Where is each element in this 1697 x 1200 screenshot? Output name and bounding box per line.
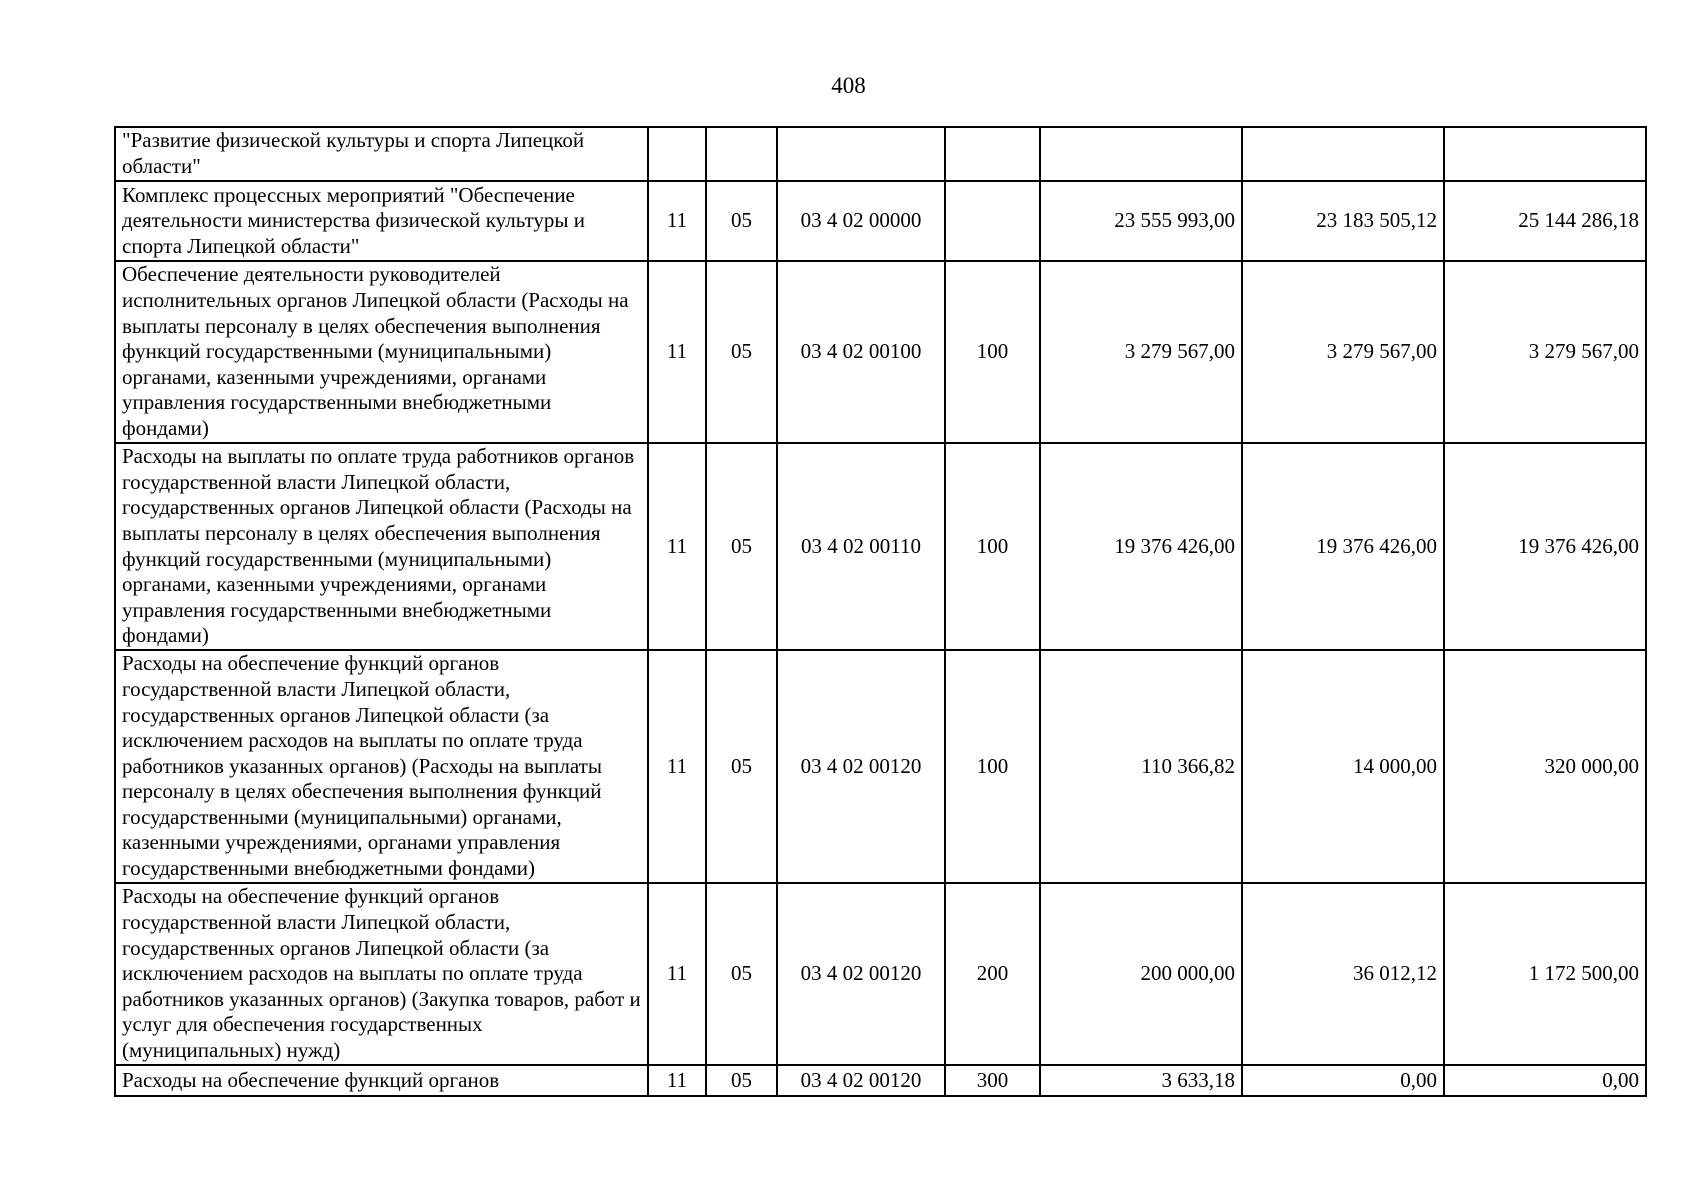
target-article-code: 03 4 02 00120 bbox=[777, 650, 945, 883]
page-number: 408 bbox=[831, 73, 866, 98]
amount-year-2: 14 000,00 bbox=[1242, 650, 1444, 883]
target-article-code: 03 4 02 00000 bbox=[777, 181, 945, 261]
expense-type-code bbox=[945, 127, 1040, 181]
amount-year-2: 3 279 567,00 bbox=[1242, 261, 1444, 443]
table-row bbox=[115, 127, 1646, 181]
row-description: Расходы на обеспечение функций органов bbox=[115, 1065, 648, 1096]
section-code: 11 bbox=[648, 650, 706, 883]
amount-year-1: 19 376 426,00 bbox=[1040, 443, 1242, 650]
expense-type-code: 100 bbox=[945, 650, 1040, 883]
expense-type-code: 100 bbox=[945, 261, 1040, 443]
subsection-code: 05 bbox=[706, 181, 777, 261]
amount-year-3: 19 376 426,00 bbox=[1444, 443, 1646, 650]
section-code bbox=[648, 127, 706, 181]
amount-year-2: 19 376 426,00 bbox=[1242, 443, 1444, 650]
amount-year-2: 0,00 bbox=[1242, 1065, 1444, 1096]
amount-year-1: 3 279 567,00 bbox=[1040, 261, 1242, 443]
amount-year-2: 23 183 505,12 bbox=[1242, 181, 1444, 261]
subsection-code: 05 bbox=[706, 883, 777, 1065]
subsection-code bbox=[706, 127, 777, 181]
amount-year-3: 320 000,00 bbox=[1444, 650, 1646, 883]
row-description: Расходы на обеспечение функций органов государственной власти Липецкой области, государственных органов Липецкой области (за исключением расходов на выплаты по оплате труда работников указанных органов) (Расходы на выплаты персоналу в целях обеспечения выполнения функций государственными (муниципальными) органами, казенными учреждениями, органами управления государственными внебюджетными фондами) bbox=[115, 650, 648, 883]
subsection-code: 05 bbox=[706, 1065, 777, 1096]
amount-year-1: 3 633,18 bbox=[1040, 1065, 1242, 1096]
amount-year-3: 1 172 500,00 bbox=[1444, 883, 1646, 1065]
subsection-code: 05 bbox=[706, 443, 777, 650]
amount-year-3: 0,00 bbox=[1444, 1065, 1646, 1096]
amount-year-3: 25 144 286,18 bbox=[1444, 181, 1646, 261]
table-row bbox=[115, 650, 1646, 883]
expense-type-code bbox=[945, 181, 1040, 261]
table-row bbox=[115, 1065, 1646, 1096]
table-row bbox=[115, 883, 1646, 1065]
expense-type-code: 300 bbox=[945, 1065, 1040, 1096]
amount-year-2: 36 012,12 bbox=[1242, 883, 1444, 1065]
section-code: 11 bbox=[648, 181, 706, 261]
row-description: Расходы на выплаты по оплате труда работников органов государственной власти Липецкой области, государственных органов Липецкой области (Расходы на выплаты персоналу в целях обеспечения выполнения функций государственными (муниципальными) органами, казенными учреждениями, органами управления государственными внебюджетными фондами) bbox=[115, 443, 648, 650]
expense-type-code: 200 bbox=[945, 883, 1040, 1065]
target-article-code: 03 4 02 00120 bbox=[777, 1065, 945, 1096]
subsection-code: 05 bbox=[706, 261, 777, 443]
table-row bbox=[115, 181, 1646, 261]
target-article-code bbox=[777, 127, 945, 181]
table-row bbox=[115, 443, 1646, 650]
target-article-code: 03 4 02 00110 bbox=[777, 443, 945, 650]
amount-year-3 bbox=[1444, 127, 1646, 181]
target-article-code: 03 4 02 00100 bbox=[777, 261, 945, 443]
amount-year-1 bbox=[1040, 127, 1242, 181]
subsection-code: 05 bbox=[706, 650, 777, 883]
amount-year-1: 23 555 993,00 bbox=[1040, 181, 1242, 261]
expense-type-code: 100 bbox=[945, 443, 1040, 650]
table-row bbox=[115, 261, 1646, 443]
section-code: 11 bbox=[648, 1065, 706, 1096]
row-description: Расходы на обеспечение функций органов государственной власти Липецкой области, государственных органов Липецкой области (за исключением расходов на выплаты по оплате труда работников указанных органов) (Закупка товаров, работ и услуг для обеспечения государственных (муниципальных) нужд) bbox=[115, 883, 648, 1065]
amount-year-1: 200 000,00 bbox=[1040, 883, 1242, 1065]
row-description: Обеспечение деятельности руководителей исполнительных органов Липецкой области (Расходы на выплаты персоналу в целях обеспечения выполнения функций государственными (муниципальными) органами, казенными учреждениями, органами управления государственными внебюджетными фондами) bbox=[115, 261, 648, 443]
amount-year-3: 3 279 567,00 bbox=[1444, 261, 1646, 443]
section-code: 11 bbox=[648, 261, 706, 443]
amount-year-1: 110 366,82 bbox=[1040, 650, 1242, 883]
budget-table bbox=[114, 126, 1647, 1097]
row-description: Комплекс процессных мероприятий "Обеспечение деятельности министерства физической культуры и спорта Липецкой области" bbox=[115, 181, 648, 261]
row-description: "Развитие физической культуры и спорта Липецкой области" bbox=[115, 127, 648, 181]
target-article-code: 03 4 02 00120 bbox=[777, 883, 945, 1065]
amount-year-2 bbox=[1242, 127, 1444, 181]
section-code: 11 bbox=[648, 443, 706, 650]
section-code: 11 bbox=[648, 883, 706, 1065]
